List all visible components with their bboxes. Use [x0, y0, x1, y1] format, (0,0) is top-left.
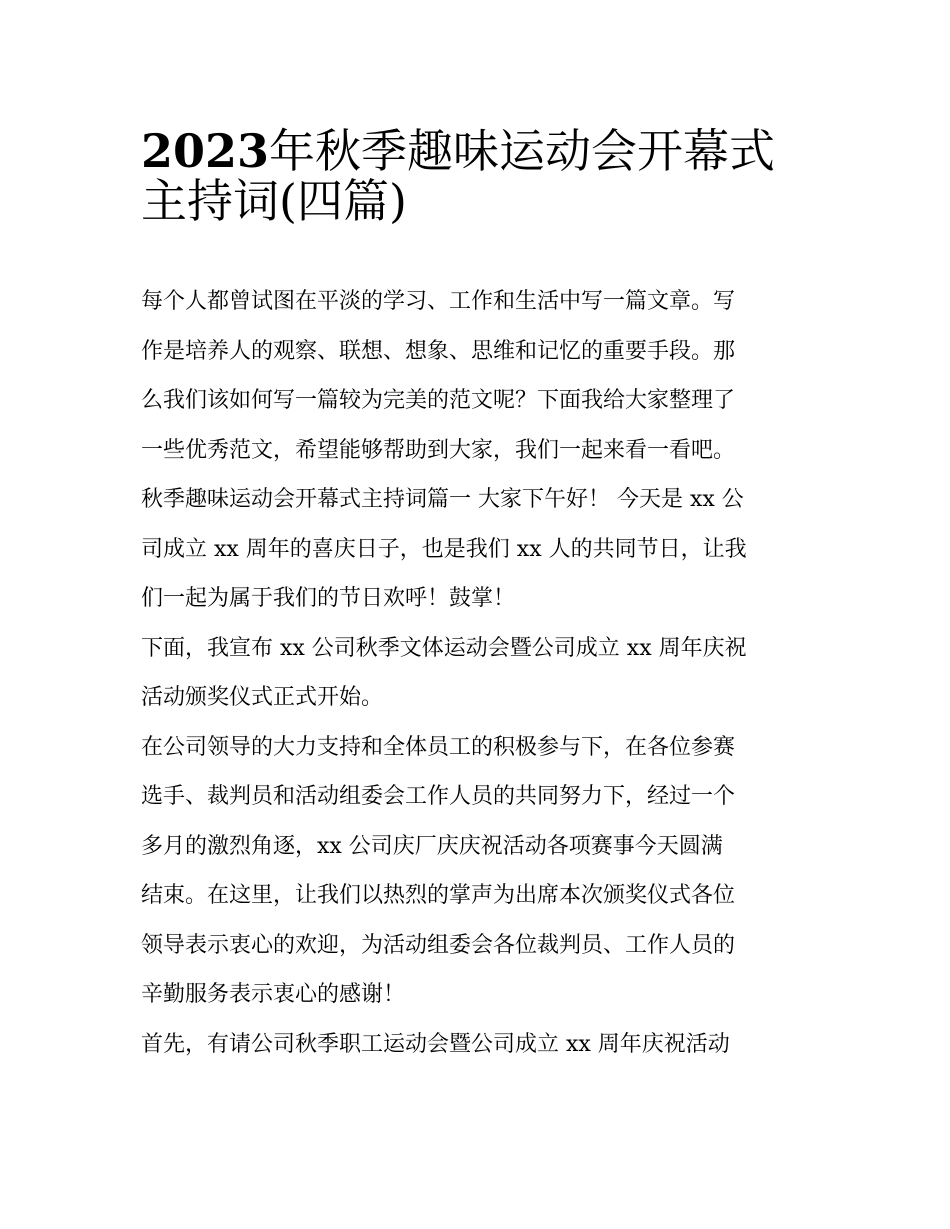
title-line-1: [141, 112, 821, 178]
title-line-1-text: 年秋季趣味运动会开幕式: [269, 124, 776, 178]
paragraph-invitation: [141, 1020, 821, 1070]
paragraph-line: 多月的激烈角逐，xx 公司庆厂庆庆祝活动各项赛事今天圆满: [141, 833, 723, 859]
paragraph-line: 活动颁奖仪式正式开始。: [141, 685, 384, 710]
paragraph-line: 司成立 xx 周年的喜庆日子，也是我们 xx 人的共同节日，让我: [141, 536, 747, 562]
paragraph-intro: [141, 277, 821, 475]
paragraph-line: 作是培养人的观察、联想、想象、思维和记忆的重要手段。那: [141, 338, 736, 364]
title-year: 2023: [141, 124, 270, 178]
document-title: [141, 112, 821, 228]
paragraph-line: 一些优秀范文，希望能够帮助到大家，我们一起来看一看吧。: [141, 437, 736, 463]
paragraph-line: 下面，我宣布 xx 公司秋季文体运动会暨公司成立 xx 周年庆祝: [141, 635, 747, 661]
paragraph-greeting: [141, 475, 821, 624]
paragraph-thanks: [141, 723, 821, 1020]
paragraph-line: 选手、裁判员和活动组委会工作人员的共同努力下，经过一个: [141, 784, 736, 809]
paragraph-line: 秋季趣味运动会开幕式主持词篇一 大家下午好！ 今天是 xx 公: [141, 487, 744, 512]
paragraph-line: 么我们该如何写一篇较为完美的范文呢？下面我给大家整理了: [141, 388, 736, 413]
paragraph-line: 首先，有请公司秋季职工运动会暨公司成立 xx 周年庆祝活动: [141, 1031, 730, 1057]
title-line-2: 主持词(四篇): [141, 173, 407, 228]
paragraph-line: 结束。在这里，让我们以热烈的掌声为出席本次颁奖仪式各位: [141, 883, 736, 908]
paragraph-line: 们一起为属于我们的节日欢呼！鼓掌！: [141, 586, 516, 611]
paragraph-announcement: [141, 624, 821, 723]
paragraph-line: 领导表示衷心的欢迎，为活动组委会各位裁判员、工作人员的: [141, 932, 736, 958]
paragraph-line: 每个人都曾试图在平淡的学习、工作和生活中写一篇文章。写: [141, 289, 736, 314]
paragraph-line: 在公司领导的大力支持和全体员工的积极参与下，在各位参赛: [141, 734, 736, 760]
paragraph-line: 辛勤服务表示衷心的感谢！: [141, 982, 406, 1007]
document-body: [141, 277, 821, 1069]
